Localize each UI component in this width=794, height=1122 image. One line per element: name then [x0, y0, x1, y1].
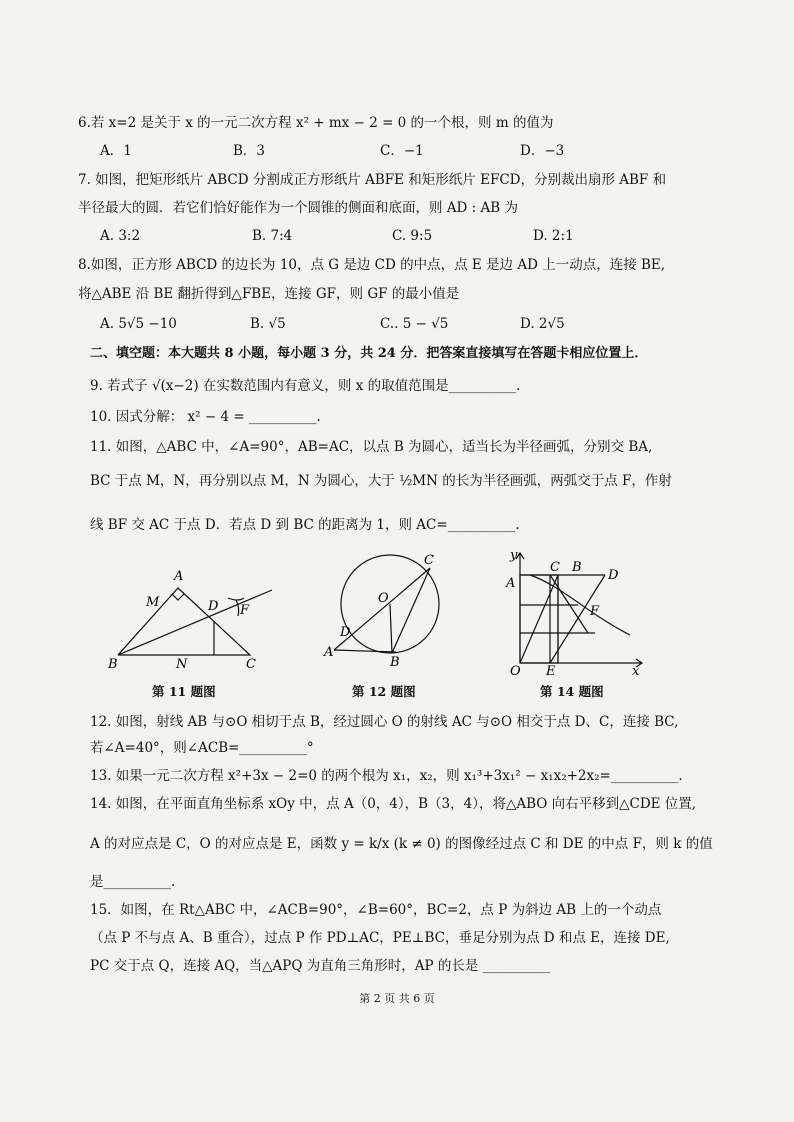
q8-line2: 将△ABE 沿 BE 翻折得到△FBE，连接 GF，则 GF 的最小值是	[78, 286, 460, 302]
q7-line1: 7. 如图，把矩形纸片 ABCD 分割成正方形纸片 ABFE 和矩形纸片 EFCD，分别裁出扇形 ABF 和	[78, 172, 667, 188]
q8-line1: 8.如图，正方形 ABCD 的边长为 10，点 G 是边 CD 的中点，点 E 是边 AD 上一动点，连接 BE,	[78, 257, 666, 273]
q8-option-c: C.. 5 − √5	[380, 316, 449, 332]
fig11-label-b: B	[108, 657, 118, 672]
fig14-label-f: F	[590, 604, 600, 619]
fig11-caption: 第 11 题图	[152, 684, 216, 699]
fig12-label-c: C	[424, 553, 434, 568]
fig12-label-d: D	[340, 625, 351, 640]
q6-option-b: B．3	[233, 143, 266, 159]
fig12-label-a: A	[324, 645, 334, 660]
fig14-label-o: O	[510, 664, 521, 679]
fig12-label-o: O	[378, 591, 389, 606]
q8-option-d: D. 2√5	[520, 316, 565, 332]
fig11-label-a: A	[174, 569, 184, 584]
fig11-label-d: D	[208, 599, 219, 614]
q14-line2: A 的对应点是 C，O 的对应点是 E，函数 y = k/x (k ≠ 0) 的图像经过点 C 和 DE 的中点 F，则 k 的值	[90, 836, 713, 852]
q13-line: 13. 如果一元二次方程 x²+3x − 2=0 的两个根为 x₁，x₂，则 x₁³+3x₁² − x₁x₂+2x₂=__________.	[90, 768, 683, 784]
q6-option-c: C．−1	[380, 143, 424, 159]
fig14-label-d: D	[608, 568, 619, 583]
q7-option-d: D. 2:1	[533, 228, 574, 244]
q15-line3: PC 交于点 Q，连接 AQ，当△APQ 为直角三角形时，AP 的长是 __________	[90, 958, 551, 974]
q6-option-d: D．−3	[520, 143, 565, 159]
q15-line2: （点 P 不与点 A、B 重合），过点 P 作 PD⊥AC，PE⊥BC，垂足分别为点 D 和点 E，连接 DE,	[90, 930, 670, 946]
q14-line3: 是__________.	[90, 874, 176, 890]
page-footer: 第 2 页 共 6 页	[359, 992, 435, 1005]
q15-line1: 15．如图，在 Rt△ABC 中，∠ACB=90°，∠B=60°，BC=2，点 P 为斜边 AB 上的一个动点	[90, 902, 662, 918]
q7-option-b: B. 7:4	[252, 228, 293, 244]
fig14-label-c: C	[550, 560, 560, 575]
q6-stem: 6.若 x=2 是关于 x 的一元二次方程 x² + mx − 2 = 0 的一个根，则 m 的值为	[78, 115, 554, 131]
fig14-caption: 第 14 题图	[540, 684, 604, 699]
fig14-label-x: x	[632, 664, 640, 679]
figure-12	[320, 550, 450, 675]
q8-option-b: B. √5	[250, 316, 286, 332]
figure-14	[500, 545, 650, 680]
q7-option-a: A. 3:2	[100, 228, 141, 244]
q8-option-a: A. 5√5 −10	[100, 316, 177, 332]
fig11-label-f: F	[240, 603, 250, 618]
q14-line1: 14. 如图，在平面直角坐标系 xOy 中，点 A（0，4），B（3，4），将△ABO 向右平移到△CDE 位置,	[90, 796, 697, 812]
q11-line1: 11. 如图，△ABC 中，∠A=90°，AB=AC，以点 B 为圆心，适当长为半径画弧，分别交 BA,	[90, 439, 653, 455]
fig11-label-n: N	[176, 657, 188, 672]
q12-line1: 12. 如图，射线 AB 与⊙O 相切于点 B，经过圆心 O 的射线 AC 与⊙O 相交于点 D、C，连接 BC,	[90, 714, 679, 730]
q7-line2: 半径最大的圆．若它们恰好能作为一个圆锥的侧面和底面，则 AD : AB 为	[78, 200, 518, 216]
section-heading: 二、填空题：本大题共 8 小题，每小题 3 分，共 24 分．把答案直接填写在答题卡相应位置上．	[90, 346, 648, 361]
figure-11	[100, 560, 290, 675]
q9-line: 9. 若式子 √(x−2) 在实数范围内有意义，则 x 的取值范围是__________.	[90, 378, 521, 394]
fig12-caption: 第 12 题图	[352, 684, 416, 699]
fig14-label-b: B	[572, 560, 582, 575]
q7-option-c: C. 9:5	[392, 228, 433, 244]
fig11-label-c: C	[246, 657, 256, 672]
q11-line3: 线 BF 交 AC 于点 D．若点 D 到 BC 的距离为 1，则 AC=__________.	[90, 517, 520, 533]
fig12-label-b: B	[390, 655, 400, 670]
fig14-label-e: E	[546, 664, 556, 679]
q12-line2: 若∠A=40°，则∠ACB=__________°	[90, 740, 314, 756]
fig14-label-a: A	[506, 576, 516, 591]
fig11-label-m: M	[146, 595, 160, 610]
q6-option-a: A．1	[100, 143, 132, 159]
q10-line: 10. 因式分解： x² − 4 = __________.	[90, 409, 321, 425]
fig14-label-y: y	[510, 548, 518, 563]
q11-line2: BC 于点 M，N，再分别以点 M，N 为圆心，大于 ½MN 的长为半径画弧，两弧交于点 F，作射	[90, 473, 672, 489]
